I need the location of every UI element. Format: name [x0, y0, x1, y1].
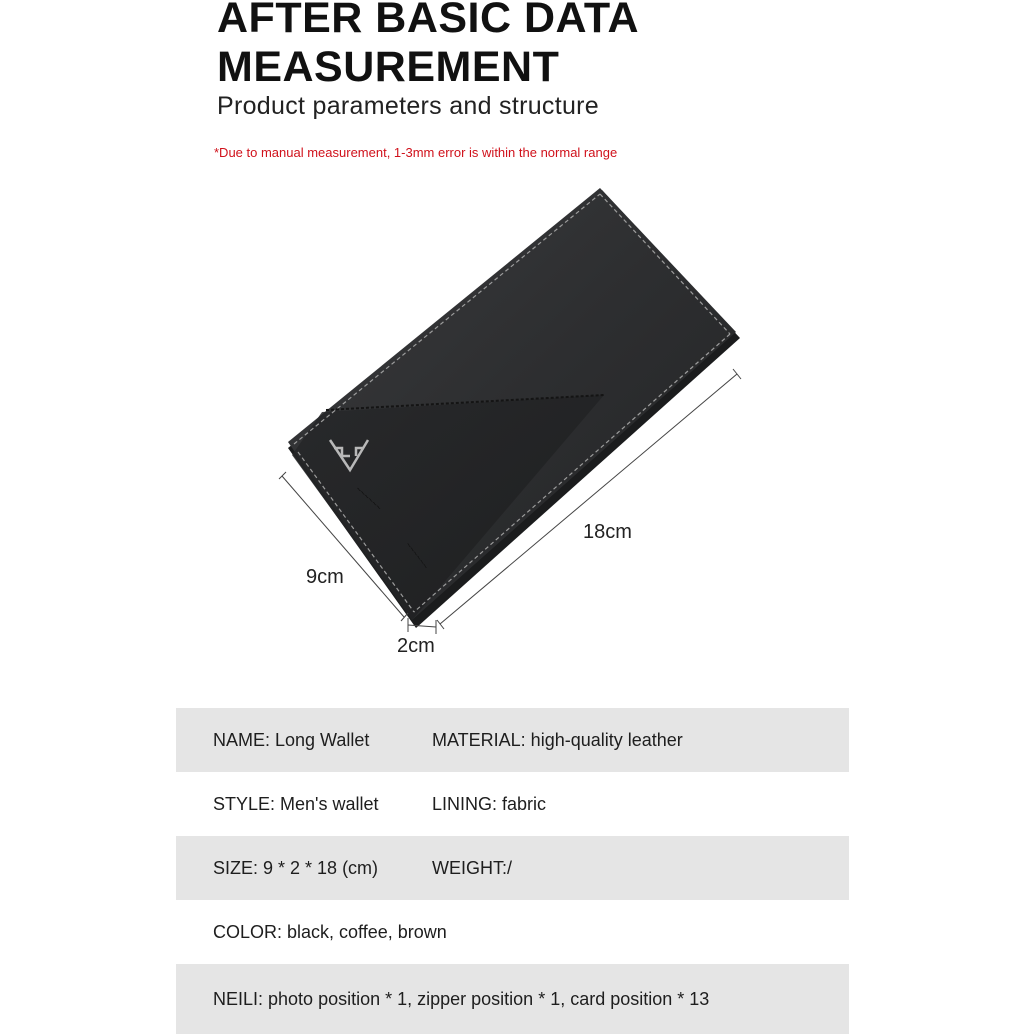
spec-weight: WEIGHT:/ [432, 857, 512, 878]
page-title-line2: MEASUREMENT [217, 43, 560, 91]
spec-lining: LINING: fabric [432, 793, 547, 814]
width-label: 9cm [306, 566, 344, 588]
spec-row [176, 772, 849, 836]
thickness-label: 2cm [397, 635, 435, 657]
spec-name: NAME: Long Wallet [213, 729, 370, 750]
page-subtitle: Product parameters and structure [217, 92, 599, 120]
measurement-note: *Due to manual measurement, 1-3mm error is within the normal range [214, 145, 618, 160]
spec-row [176, 836, 849, 900]
spec-table [176, 708, 849, 1034]
spec-row [176, 708, 849, 772]
length-label: 18cm [583, 521, 632, 543]
spec-row [176, 900, 849, 964]
spec-size: SIZE: 9 * 2 * 18 (cm) [213, 857, 379, 878]
svg-text:~~~~~~: ~~~~~~ [353, 484, 384, 513]
spec-neili: NEILI: photo position * 1, zipper position * 1, card position * 13 [213, 988, 710, 1009]
spec-material: MATERIAL: high-quality leather [432, 729, 683, 750]
svg-text:~~~~~~: ~~~~~~ [403, 540, 431, 572]
spec-style: STYLE: Men's wallet [213, 793, 379, 814]
page-title-line1: AFTER BASIC DATA [217, 0, 640, 42]
spec-color: COLOR: black, coffee, brown [213, 921, 447, 942]
